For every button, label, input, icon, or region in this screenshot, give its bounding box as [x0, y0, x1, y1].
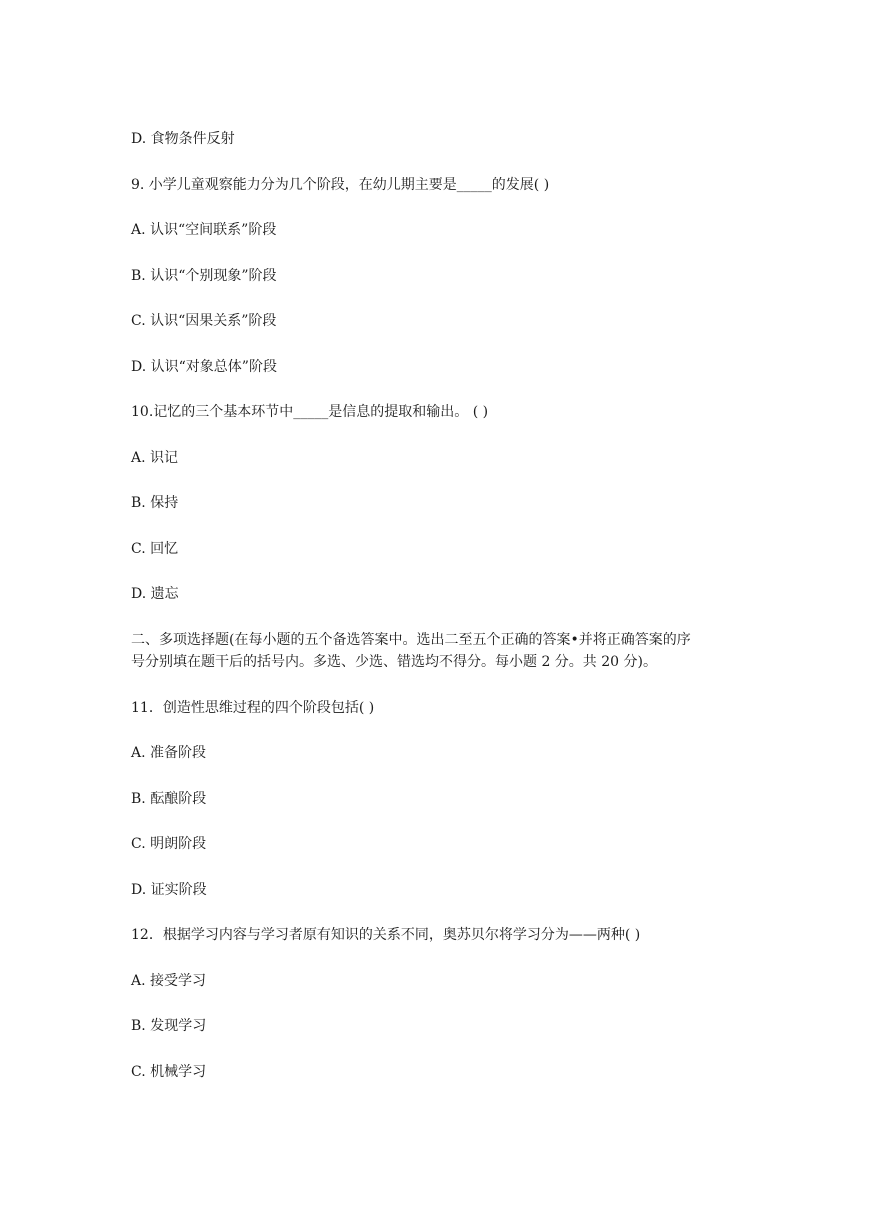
- option-10a: A. 识记: [131, 450, 179, 466]
- option-11b: B. 酝酿阶段: [131, 791, 207, 807]
- option-12a: A. 接受学习: [131, 973, 207, 989]
- section-2-line-1: 二、多项选择题(在每小题的五个备选答案中。选出二至五个正确的答案•并将正确答案的序: [131, 632, 691, 648]
- option-9b: B. 认识“个别现象”阶段: [131, 268, 277, 284]
- option-11a: A. 准备阶段: [131, 745, 207, 761]
- option-10c: C. 回忆: [131, 541, 179, 557]
- question-11: 11．创造性思维过程的四个阶段包括( ): [131, 700, 375, 716]
- option-12c: C. 机械学习: [131, 1064, 207, 1080]
- option-12b: B. 发现学习: [131, 1018, 207, 1034]
- section-2-heading: [131, 629, 751, 673]
- option-10d: D. 遗忘: [131, 586, 179, 602]
- option-9c: C. 认识“因果关系”阶段: [131, 313, 277, 329]
- question-12: 12．根据学习内容与学习者原有知识的关系不同，奥苏贝尔将学习分为——两种( ): [131, 927, 641, 943]
- option-11c: C. 明朗阶段: [131, 836, 207, 852]
- option-9d: D. 认识“对象总体”阶段: [131, 359, 277, 375]
- option-9a: A. 认识“空间联系”阶段: [131, 222, 277, 238]
- option-11d: D. 证实阶段: [131, 882, 207, 898]
- section-2-line-2: 号分别填在题干后的括号内。多选、少选、错选均不得分。每小题 2 分。共 20 分)。: [131, 654, 657, 670]
- question-9: 9. 小学儿童观察能力分为几个阶段，在幼儿期主要是_____的发展( ): [131, 177, 550, 193]
- option-8d: D. 食物条件反射: [131, 131, 235, 147]
- question-10: 10.记忆的三个基本环节中_____是信息的提取和输出。 ( ): [131, 404, 489, 420]
- option-10b: B. 保持: [131, 495, 179, 511]
